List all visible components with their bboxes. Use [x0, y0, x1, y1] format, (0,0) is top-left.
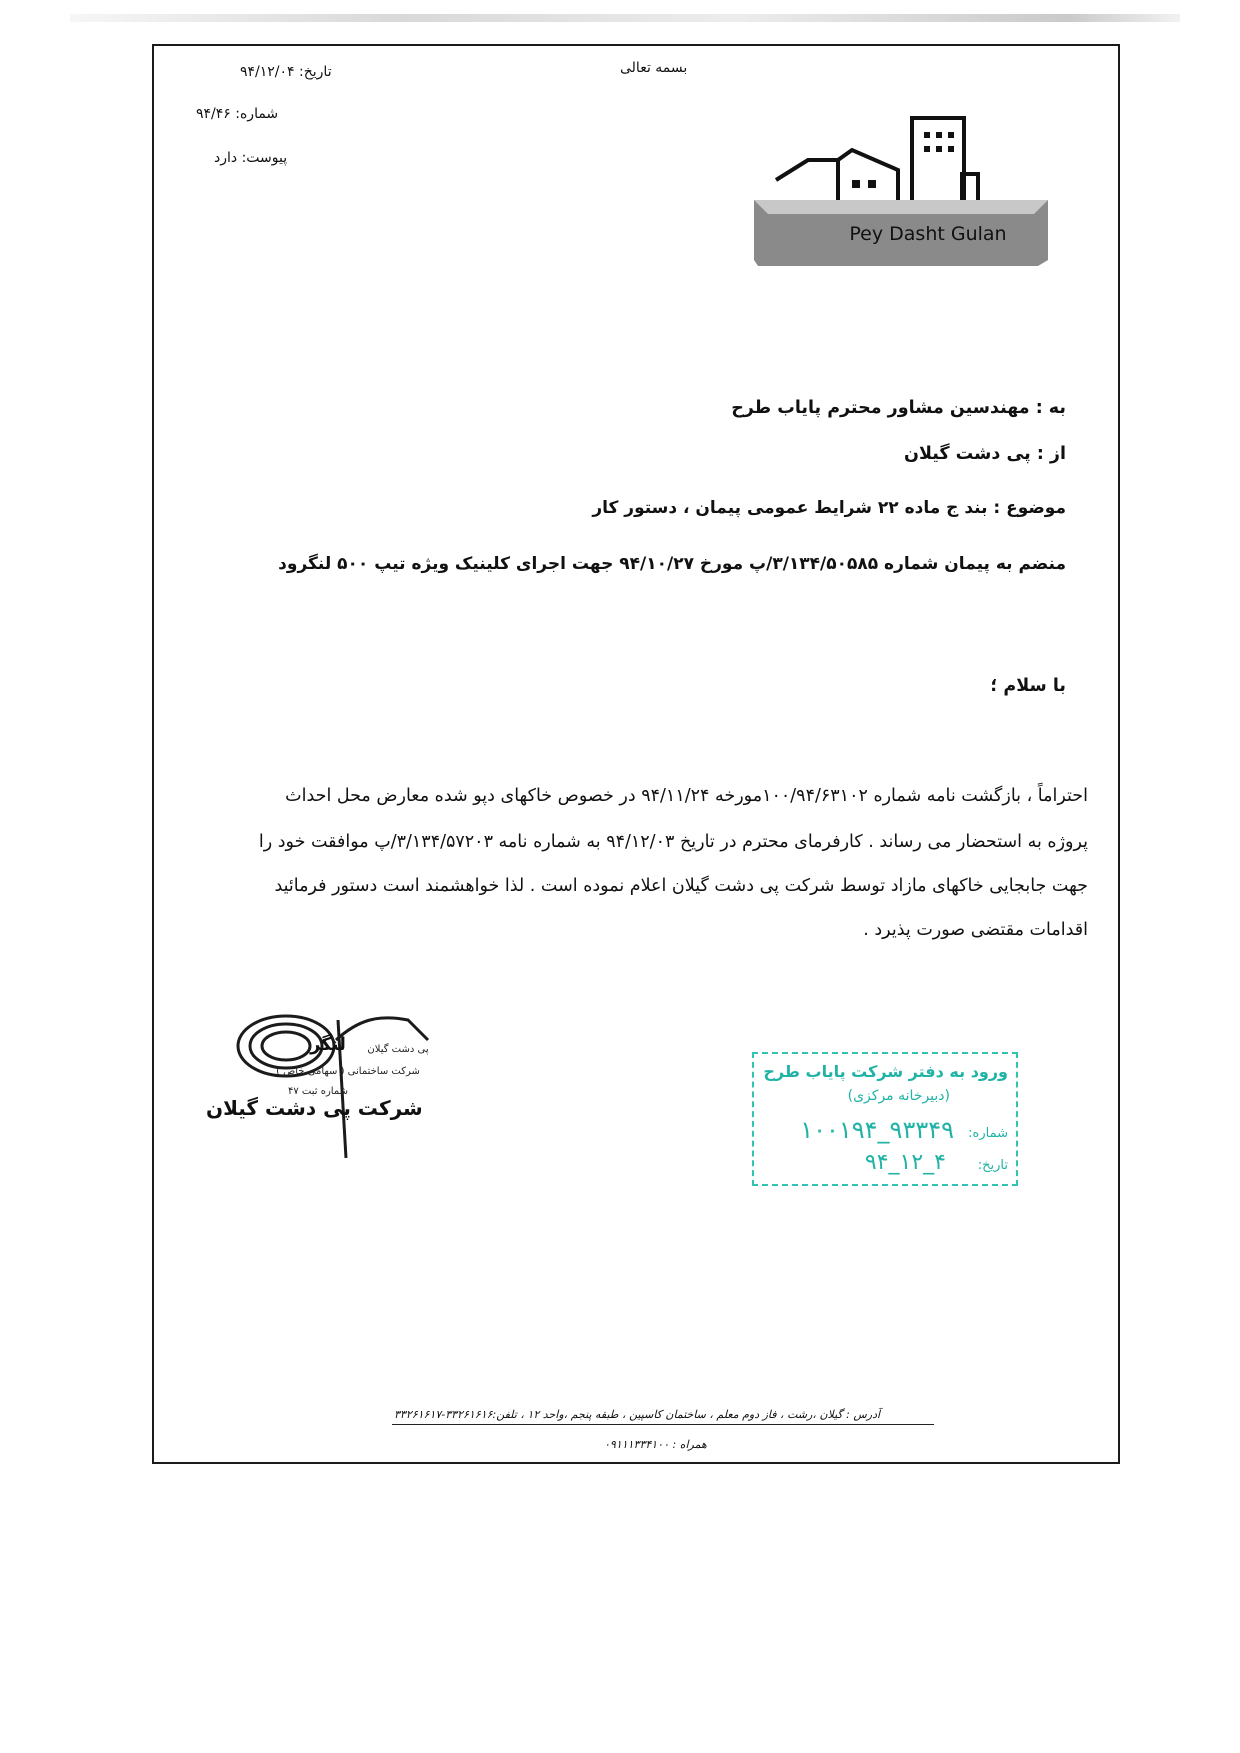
greeting: با سلام ؛ — [990, 676, 1066, 696]
stamp-number-label: شماره: — [968, 1126, 1008, 1141]
date-label: تاریخ: — [299, 64, 332, 80]
buildings-icon — [776, 118, 978, 214]
basmala: بسمه تعالی — [620, 60, 688, 76]
date-value: ۹۴/۱۲/۰۴ — [240, 64, 295, 80]
footer-mobile: همراه : ۰۹۱۱۱۳۳۴۱۰۰ — [604, 1438, 707, 1451]
sender-line: از : پی دشت گیلان — [904, 444, 1066, 464]
stamp-subtitle: (دبیرخانه مرکزی) — [847, 1088, 950, 1104]
seal-line-3: شماره ثبت ۴۷ — [287, 1086, 349, 1097]
logo-text: Pey Dasht Gulan — [849, 223, 1007, 245]
stamp-number-value: ۱۰۰۱۹۴_۹۳۳۴۹ — [800, 1116, 954, 1144]
attachment-value: دارد — [214, 150, 238, 166]
seal-line-2: شرکت ساختمانی ( سهامی خاص ) — [276, 1066, 420, 1077]
seal-line-1: پی دشت گیلان — [367, 1044, 429, 1055]
footer-rule — [392, 1424, 934, 1425]
footer-address: آدرس : گیلان ،رشت ، فاز دوم معلم ، ساختمان کاسپین ، طبقه پنجم ،واحد ۱۲ ، تلفن:۳۳۲۶۱۶۱۶-۳۳۲۶۱۶۱۷ — [394, 1408, 881, 1421]
attachment-label: پیوست: — [241, 150, 288, 166]
reference-line: منضم به پیمان شماره ۳/۱۳۴/۵۰۵۸۵/پ مورخ ۹۴/۱۰/۲۷ جهت اجرای کلینیک ویژه تیپ ۵۰۰ لنگرود — [278, 554, 1066, 574]
stamp-date-value: ۹۴_۱۲_۴ — [864, 1150, 946, 1175]
body-line-2: پروژه به استحضار می رساند . کارفرمای محترم در تاریخ ۹۴/۱۲/۰۳ به شماره نامه ۳/۱۳۴/۵۷۲۰۳/پ موافقت خود را — [258, 832, 1088, 852]
number-value: ۹۴/۴۶ — [196, 106, 231, 122]
header-date — [240, 64, 332, 80]
seal-title: لنگر — [310, 1034, 346, 1055]
body-line-1: احتراماً ، بازگشت نامه شماره ۱۰۰/۹۴/۶۳۱۰۲مورخه ۹۴/۱۱/۲۴ در خصوص خاکهای دپو شده معارض محل احداث — [285, 786, 1088, 806]
body-line-3: جهت جابجایی خاکهای مازاد توسط شرکت پی دشت گیلان اعلام نموده است . لذا خواهشمند است دستور فرمائید — [274, 876, 1088, 896]
header-number — [196, 106, 278, 122]
signature-company: شرکت پی دشت گیلان — [206, 1096, 423, 1120]
header-attachment — [214, 150, 287, 166]
receipt-stamp — [752, 1052, 1018, 1186]
recipient-line: به : مهندسین مشاور محترم پایاب طرح — [731, 398, 1066, 418]
body-line-4: اقدامات مقتضی صورت پذیرد . — [863, 920, 1088, 940]
company-seal — [228, 1010, 442, 1160]
subject-line: موضوع : بند ج ماده ۲۲ شرایط عمومی پیمان ، دستور کار — [592, 498, 1066, 518]
stamp-date-label: تاریخ: — [977, 1158, 1008, 1173]
scan-artifact — [70, 14, 1180, 22]
company-logo — [748, 110, 1062, 278]
stamp-title: ورود به دفتر شرکت پایاب طرح — [763, 1062, 1008, 1081]
number-label: شماره: — [235, 106, 279, 122]
